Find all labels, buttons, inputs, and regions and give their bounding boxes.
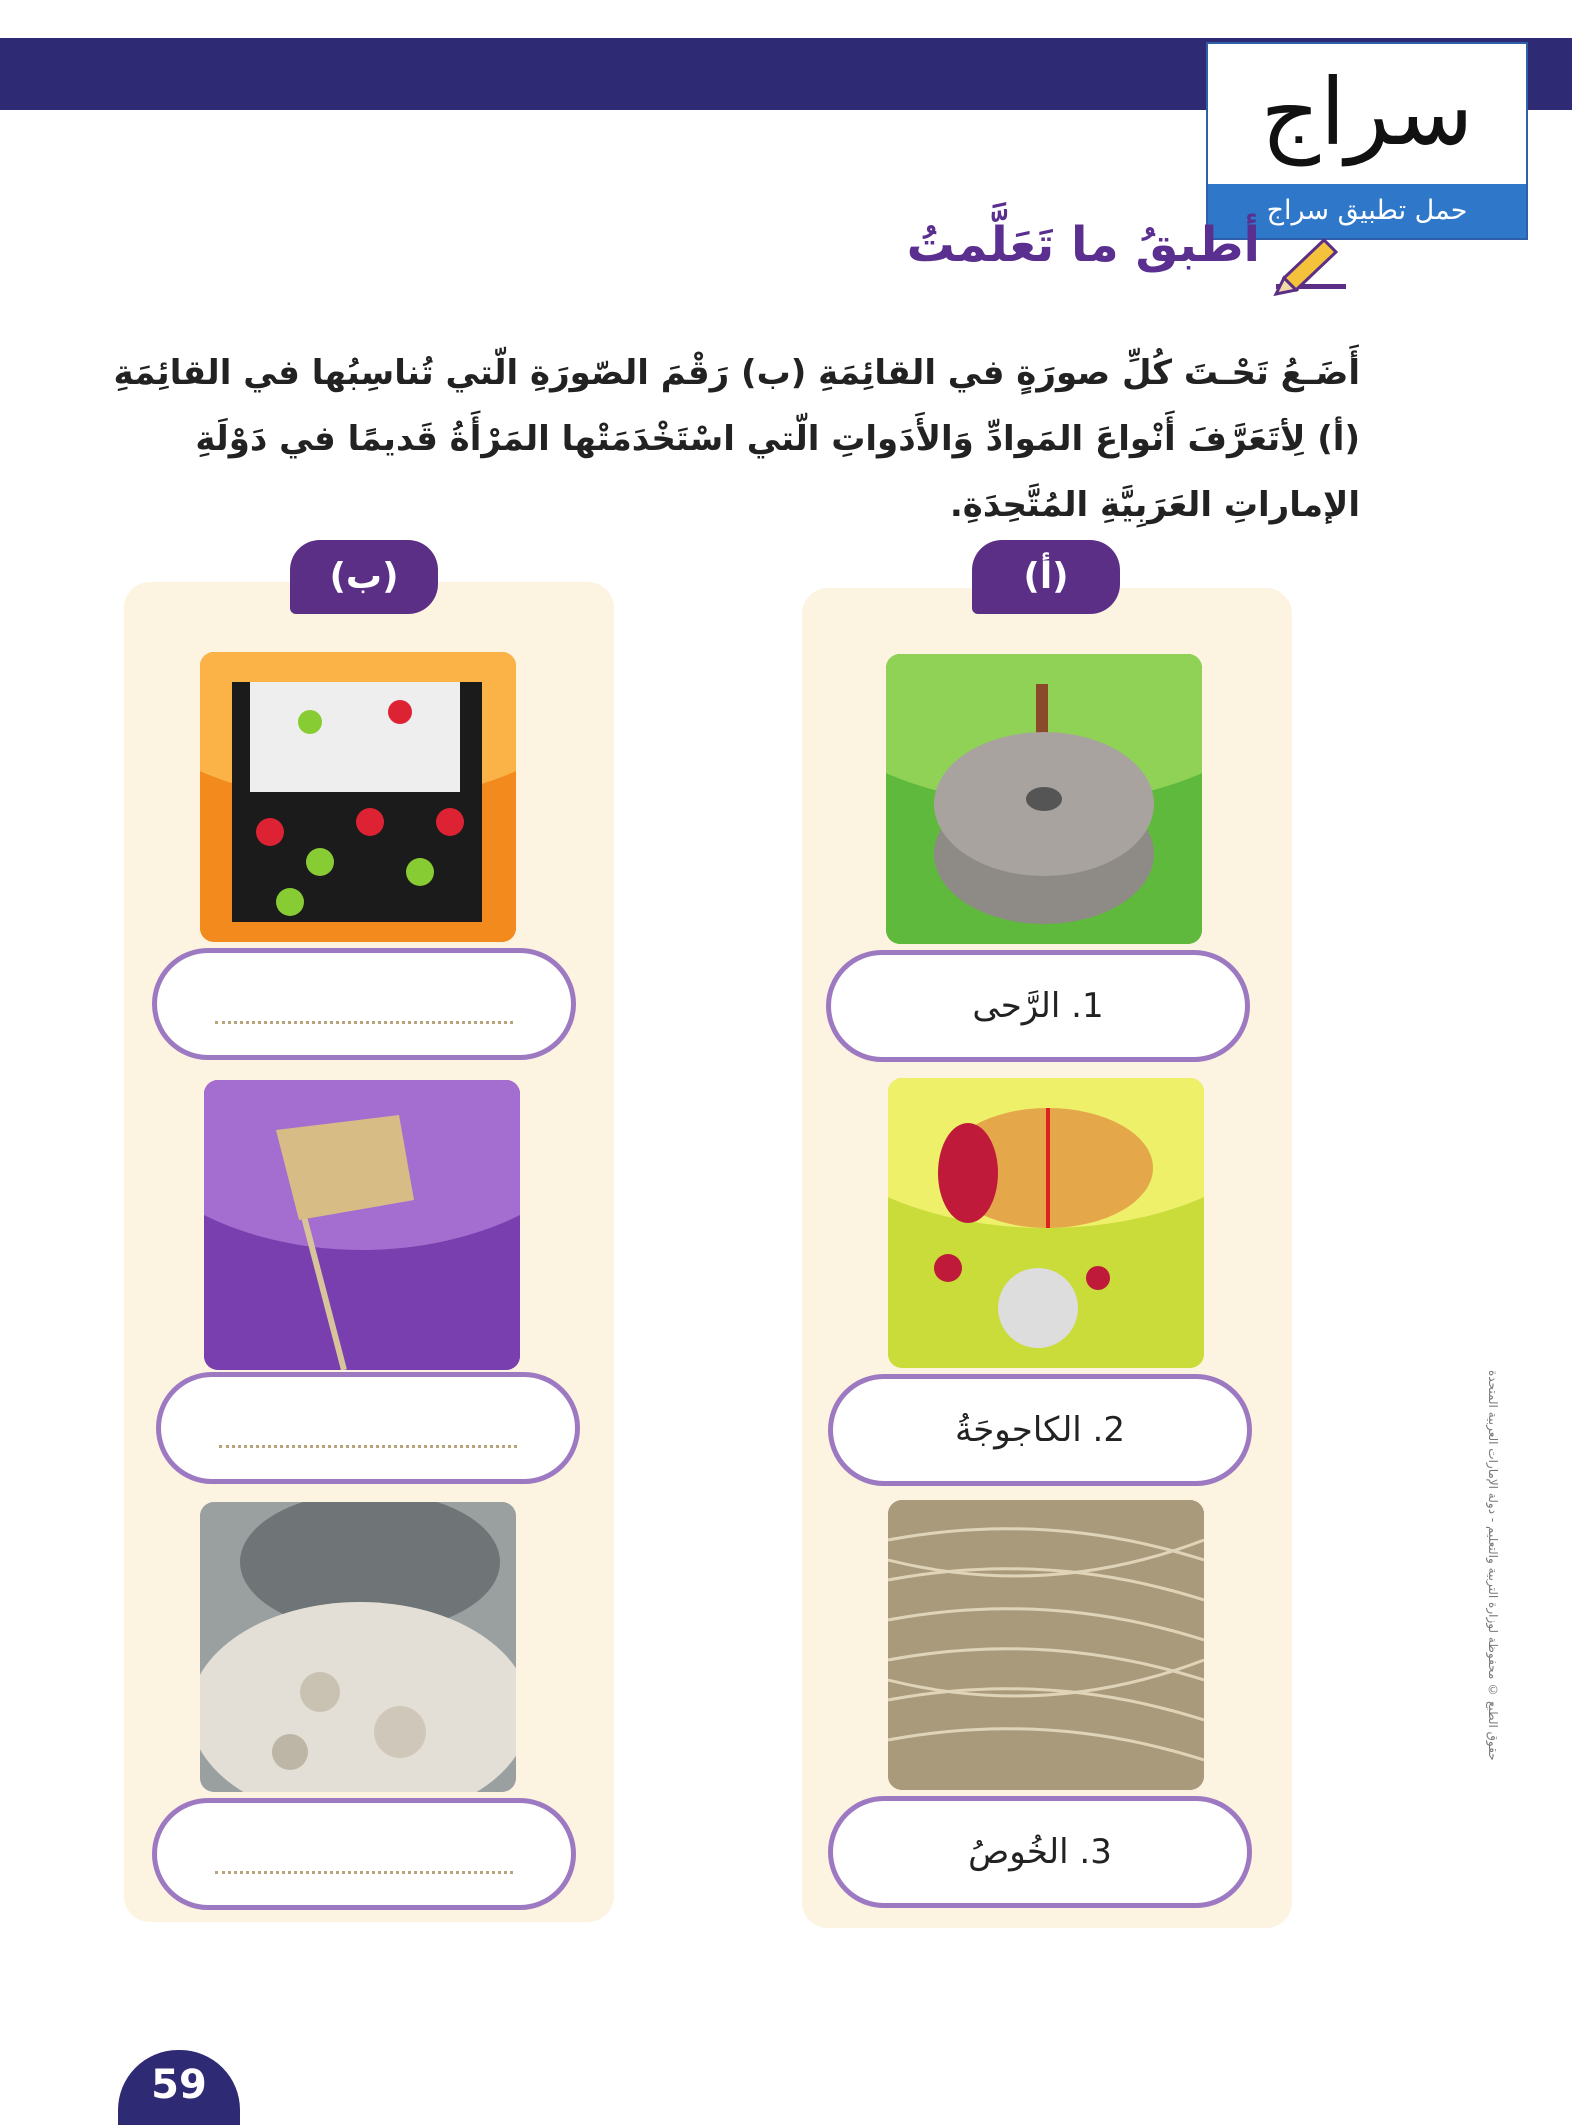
column-a-tab: (أ) bbox=[972, 540, 1120, 614]
label-text: 2. الكاجوجَةُ bbox=[954, 1410, 1126, 1450]
answer-line bbox=[219, 1445, 517, 1448]
label-millstone bbox=[826, 950, 1250, 1062]
answer-box-3[interactable] bbox=[152, 1798, 576, 1910]
kajoja-image bbox=[888, 1078, 1204, 1368]
answer-line bbox=[215, 1021, 513, 1024]
answer-box-2[interactable] bbox=[156, 1372, 580, 1484]
millstone-image bbox=[886, 654, 1202, 944]
logo-text: سراج bbox=[1260, 59, 1474, 166]
cloth-flag-image bbox=[204, 1080, 520, 1370]
page-number: 59 bbox=[118, 2050, 240, 2125]
label-palm-fronds bbox=[828, 1796, 1252, 1908]
answer-line bbox=[215, 1871, 513, 1874]
copyright-note: حقوق الطبع © محفوظة لوزارة التربية والتعليم - دولة الإمارات العربية المتحدة bbox=[1486, 1370, 1500, 1761]
label-text: 1. الرَّحى bbox=[972, 986, 1104, 1026]
answer-box-1[interactable] bbox=[152, 948, 576, 1060]
pencil-icon bbox=[1262, 232, 1352, 298]
answer-text bbox=[157, 1803, 571, 1905]
answer-text bbox=[157, 953, 571, 1055]
column-b-tab: (ب) bbox=[290, 540, 438, 614]
section-title: أطبقُ ما تَعَلَّمتُ bbox=[906, 217, 1260, 273]
sewn-garment-image bbox=[200, 652, 516, 942]
instructions-text: أَضَـعُ تَحْـتَ كُلِّ صورَةٍ في القائِمَةِ (ب) رَقْمَ الصّورَةِ الّتي تُناسِبُها في القائِمَةِ (أ) لِأتَعَرَّفَ أَنْواعَ المَوادِّ وَالأَدَواتِ الّتي اسْتَخْدَمَتْها المَرْأَةُ قَديمًا في دَوْلَةِ الإماراتِ العَرَبِيَّةِ المُتَّحِدَةِ. bbox=[113, 353, 1360, 525]
logo-subtitle[interactable]: حمل تطبيق سراج bbox=[1208, 184, 1526, 238]
palm-fronds-image bbox=[888, 1500, 1204, 1790]
ground-flour-image bbox=[200, 1502, 516, 1792]
label-kajoja bbox=[828, 1374, 1252, 1486]
answer-text bbox=[161, 1377, 575, 1479]
label-text: 3. الخُوصُ bbox=[968, 1832, 1112, 1872]
